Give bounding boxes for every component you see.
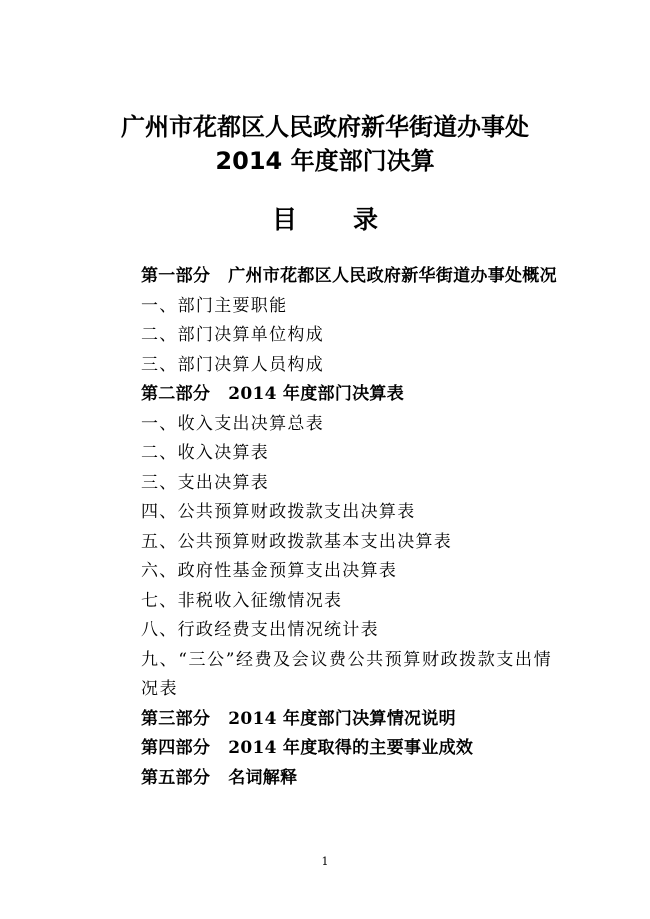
toc-part-3: 第三部分 2014 年度部门决算情况说明 (141, 708, 456, 729)
toc-item: 一、收入支出决算总表 (141, 413, 324, 434)
toc-item: 六、政府性基金预算支出决算表 (141, 561, 398, 581)
toc-item: 二、收入决算表 (141, 443, 270, 463)
toc-item: 二、部门决算单位构成 (141, 325, 324, 345)
document-title-line-2: 2014 年度部门决算 (215, 147, 435, 175)
toc-heading-char-2: 录 (353, 205, 379, 234)
toc-item: 三、部门决算人员构成 (141, 354, 324, 375)
toc-heading-char-1: 目 (271, 205, 297, 234)
toc-item: 三、支出决算表 (141, 472, 270, 493)
toc-item: 七、非税收入征缴情况表 (141, 590, 343, 611)
table-of-contents (141, 262, 561, 793)
toc-item: 八、行政经费支出情况统计表 (141, 620, 379, 640)
document-title-line-1: 广州市花都区人民政府新华街道办事处 (121, 113, 529, 141)
toc-part-1: 第一部分 广州市花都区人民政府新华街道办事处概况 (141, 266, 557, 286)
toc-item: 一、部门主要职能 (141, 295, 288, 316)
toc-part-5: 第五部分 名词解释 (141, 767, 298, 788)
toc-item: 四、公共预算财政拨款支出决算表 (141, 502, 416, 522)
toc-item: 五、公共预算财政拨款基本支出决算表 (141, 531, 453, 552)
page-number: 1 (321, 855, 329, 868)
toc-part-4: 第四部分 2014 年度取得的主要事业成效 (141, 738, 474, 758)
toc-part-2: 第二部分 2014 年度部门决算表 (141, 384, 405, 404)
toc-item: 九、“三公”经费及会议费公共预算财政拨款支出情况表 (141, 649, 553, 699)
toc-heading (0, 205, 650, 235)
